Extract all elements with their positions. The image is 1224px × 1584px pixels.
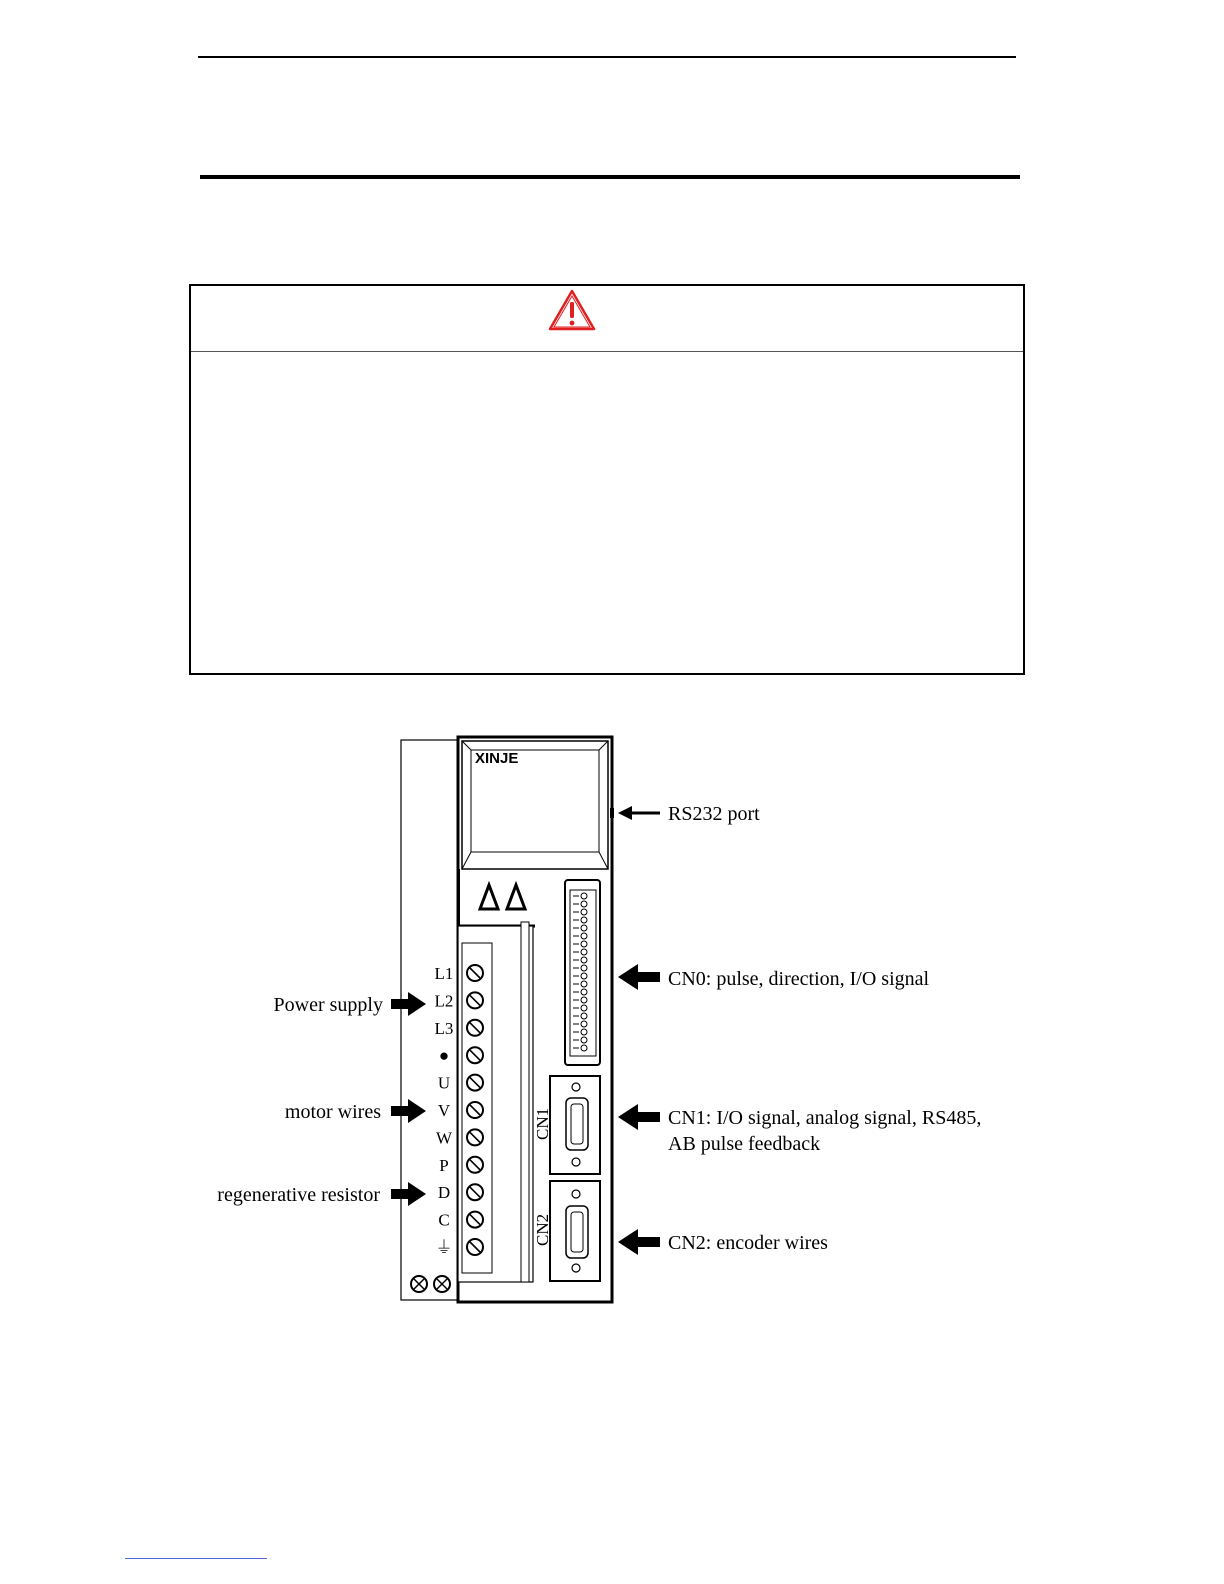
cn0-pin	[581, 1037, 587, 1043]
cn0-pin	[581, 941, 587, 947]
cn2-label: CN2	[533, 1213, 552, 1246]
terminal-label: L3	[434, 1018, 454, 1038]
cn0-pin	[581, 893, 587, 899]
cn0-pin	[581, 981, 587, 987]
cn0-pin	[581, 901, 587, 907]
callout-motor-wires: motor wires	[284, 1101, 381, 1123]
cn0-pin	[581, 957, 587, 963]
cn0-pin	[581, 973, 587, 979]
terminal-label: V	[437, 1101, 451, 1120]
cn1-label: CN1	[533, 1107, 552, 1140]
warning-body	[191, 352, 1023, 672]
terminal-label: L1	[434, 964, 454, 983]
callout-cn1-line2: AB pulse feedback	[668, 1133, 821, 1155]
callout-cn2: CN2: encoder wires	[668, 1232, 828, 1254]
cn0-pin	[581, 965, 587, 971]
arrow-left-icon	[618, 964, 660, 990]
cn0-pin	[581, 1005, 587, 1011]
cn0-pin	[581, 1045, 587, 1051]
terminal-label: W	[435, 1128, 453, 1148]
cn0-pin	[581, 989, 587, 995]
cn0-pin	[581, 997, 587, 1003]
arrow-left-icon	[618, 806, 660, 820]
terminal-label: U	[437, 1073, 451, 1093]
terminal-label: C	[438, 1210, 450, 1230]
terminal-label: L2	[434, 991, 454, 1011]
cn0-pin	[581, 1013, 587, 1019]
terminal-label: ⏚	[435, 1238, 453, 1257]
callout-cn0: CN0: pulse, direction, I/O signal	[668, 968, 930, 990]
terminal-label: D	[437, 1183, 451, 1203]
warning-header	[191, 286, 1023, 352]
brand-logo: XINJE	[475, 750, 519, 767]
warning-triangle-icon	[547, 288, 597, 332]
cn0-pin	[581, 917, 587, 923]
cn0-pin	[581, 1029, 587, 1035]
callout-regenerative-resistor: regenerative resistor	[217, 1184, 380, 1206]
terminal-label: ●	[438, 1046, 450, 1066]
callout-cn1-line1: CN1: I/O signal, analog signal, RS485,	[668, 1107, 982, 1129]
arrow-left-icon	[618, 1229, 660, 1255]
cn0-pin	[581, 925, 587, 931]
callout-power-supply: Power supply	[273, 994, 383, 1016]
rs232-port	[610, 808, 614, 818]
cn0-pin	[581, 949, 587, 955]
section-rule	[200, 175, 1020, 179]
footer-link-underline	[125, 1558, 267, 1559]
cn0-pin	[581, 1021, 587, 1027]
terminal-label: P	[439, 1155, 449, 1175]
arrow-left-icon	[618, 1104, 660, 1130]
cn0-pin	[581, 933, 587, 939]
cn0-pin	[581, 909, 587, 915]
callout-rs232: RS232 port	[668, 803, 760, 825]
warning-box	[189, 284, 1025, 675]
header-rule	[198, 56, 1016, 58]
servo-drive-diagram	[0, 700, 1224, 1340]
